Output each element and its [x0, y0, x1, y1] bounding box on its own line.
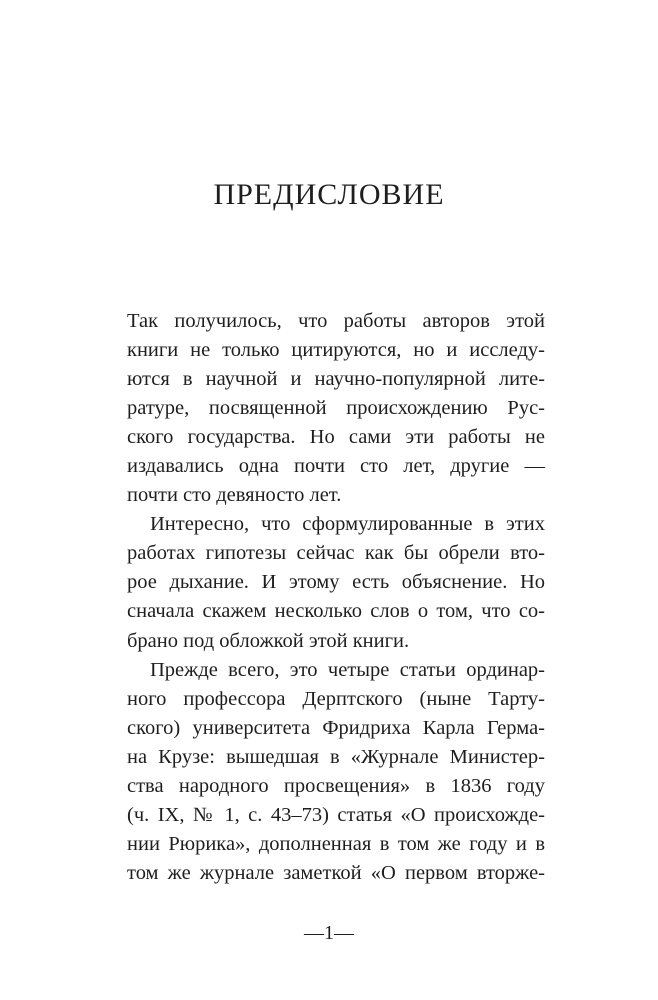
text-line: нии Рюрика», дополненная в том же году и в [127, 832, 545, 855]
text-line: Так получилось, что работы авторов этой [127, 310, 545, 332]
text-line: ратуре, посвященной происхождению Рус- [127, 397, 545, 420]
text-line: издавались одна почти сто лет, другие — [127, 455, 545, 478]
text-line: том же журнале заметкой «О первом вторже- [127, 861, 545, 884]
text-line: Прежде всего, это четыре статьи ординар- [150, 658, 545, 681]
text-line: брано под обложкой этой книги. [127, 629, 410, 652]
body-text [127, 307, 545, 888]
text-line: ского государства. Но сами эти работы не [127, 426, 545, 449]
text-line: (ч. IX, № 1, с. 43–73) статья «О происхожде- [127, 803, 545, 826]
text-line: ства народного просвещения» в 1836 году [127, 774, 545, 797]
text-line: почти сто девяносто лет. [127, 484, 342, 507]
text-line: Интересно, что сформулированные в этих [150, 513, 545, 536]
text-line: ются в научной и научно-популярной лите- [127, 368, 545, 391]
text-line: рое дыхание. И этому есть объяснение. Но [127, 571, 545, 594]
text-line: ного профессора Дерптского (ныне Тарту- [127, 687, 545, 710]
text-line: работах гипотезы сейчас как бы обрели вто- [127, 542, 545, 565]
chapter-title: ПРЕДИСЛОВИЕ [213, 178, 445, 211]
text-line: сначала скажем несколько слов о том, что со- [127, 600, 545, 623]
text-line: ского) университета Фридриха Карла Герма- [127, 716, 545, 739]
text-line: на Крузе: вышедшая в «Журнале Министер- [127, 745, 545, 768]
text-line: книги не только цитируются, но и исследу- [127, 339, 545, 362]
page-number: —1— [304, 922, 354, 944]
